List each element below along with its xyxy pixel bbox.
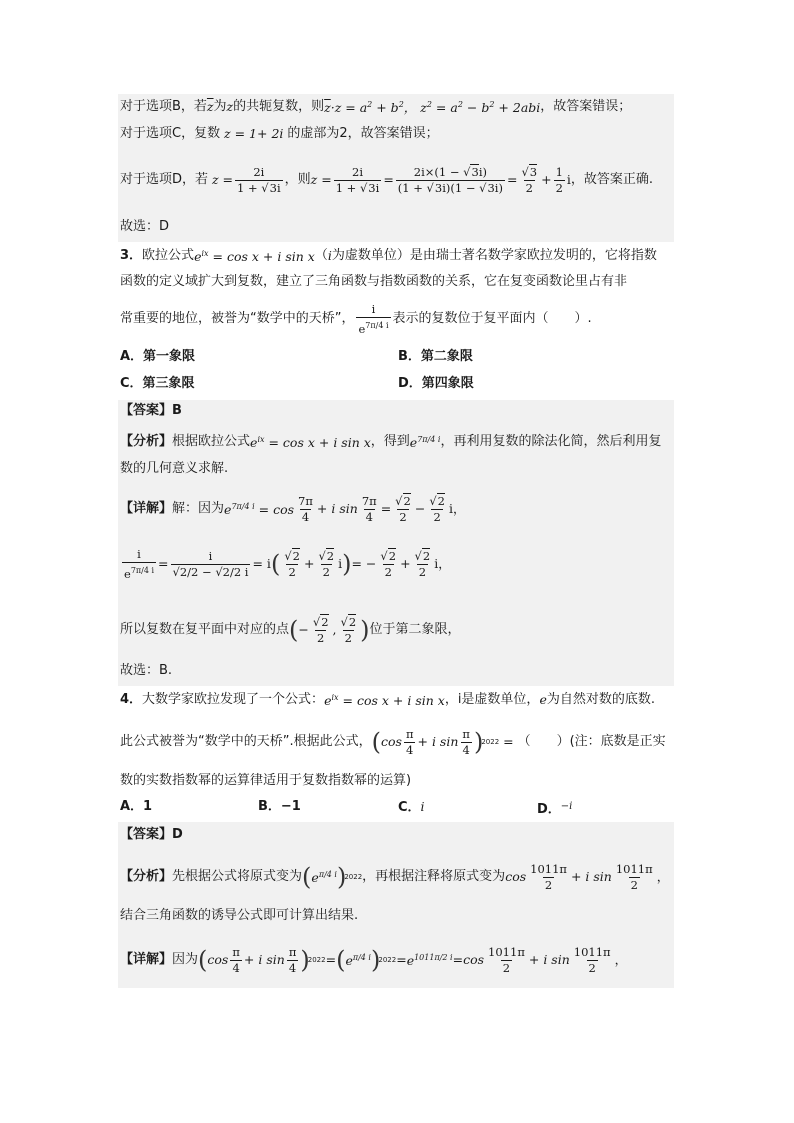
q3-detail-line-2: $\frac{i}{e^{7\pi/4 i}}$ = $\frac{i}{√2/2 - √2/2 i}$ = i ( √2 2 + $\frac{√2}{2}$ i ) = − $\frac{√2}{2}$ + $\frac{√2}{2}$ i， <box>124 546 451 581</box>
question-number: 3． <box>120 247 143 263</box>
question-number: 4． <box>120 691 143 707</box>
q3-conclusion: 所以复数在复平面中对应的点 ( − $\frac{√2}{2}$ , √2 2 ) 位于第二象限， <box>120 614 461 645</box>
q4-line-3: 数的实数指数幂的运算律适用于复数指数幂的运算) <box>120 773 412 788</box>
q3-detail-line-1: 【详解】 解：因为 $e^{7\pi/4 i} = \cos$ 7π 4 + i sin $\frac{7\pi}{4}$ = $\frac{√2}{2}$ − $\frac{√2}{2}$ i， <box>120 493 466 524</box>
q3-analysis-line-1: 【分析】 根据欧拉公式 $e^{ix} = \cos x + i$ sin x ，得到 $e^{7\pi/4 i}$ ，再利用复数的除法化简，然后利用复 <box>120 433 662 451</box>
q3-analysis-line-2: 数的几何意义求解. <box>120 461 229 476</box>
q4-option-a[interactable]: A．1 <box>120 799 153 814</box>
q3-option-a[interactable]: A．第一象限 <box>120 349 196 364</box>
q3-option-d[interactable]: D．第四象限 <box>398 376 474 391</box>
q4-analysis-line-2: 结合三角函数的诱导公式即可计算出结果. <box>120 908 359 923</box>
option-d-explanation: 对于选项D，若 z = $\frac{2i}{1 + √3i}$ ，则 z = $\frac{2i}{1 + √3i}$ = $\frac{2i\times(1 - √3i)}{(1 + √3i)(1 - √3i)}$ = $\frac{√3}{2}$ + $\frac{1}{2}$ i ，故答案正确. <box>120 164 654 195</box>
q4-option-b[interactable]: B．−1 <box>258 799 301 814</box>
q4-option-c[interactable]: C．i <box>398 799 425 815</box>
q3-option-c[interactable]: C．第三象限 <box>120 376 195 391</box>
q4-line-2: 此公式被誉为“数学中的天桥”.根据此公式， ( cos π 4 + i sin π 4 ) 2022 = （ ）(注：底数是正实 <box>120 726 666 757</box>
text: 对于选项B，若 <box>120 98 207 114</box>
q3-answer: 【答案】 B <box>120 403 182 418</box>
q3-line-1: 3． 欧拉公式 $e^{ix} = \cos x + i$ sin x （ i 为虚数单位）是由瑞士著名数学家欧拉发明的，它将指数 <box>120 247 657 265</box>
q4-analysis-line-1: 【分析】 先根据公式将原式变为 ( $e^{\pi/4 i}$ ) 2022 ，再根据注释将原式变为 cos 1011π 2 + i sin 1011π 2 ， <box>120 861 670 892</box>
q3-line-2: 函数的定义域扩大到复数，建立了三角函数与指数函数的关系，它在复变函数论里占有非 <box>120 274 628 289</box>
q2-choice: 故选：D <box>120 219 170 234</box>
q4-answer: 【答案】 D <box>120 827 183 842</box>
q3-option-b[interactable]: B．第二象限 <box>398 349 473 364</box>
q4-line-1: 4． 大数学家欧拉发现了一个公式： $e^{ix} = \cos x + i$ sin x ，i是虚数单位， e 为自然对数的底数. <box>120 691 655 709</box>
q4-detail-line-1: 【详解】 因为 ( cos π 4 + i sin π 4 ) 2022 = ( $e^{\pi/4 i}$ ) 2022 = $e^{1011\pi/2 i}$ = cos 1011π 2 + i sin 1011π 2 ， <box>120 944 628 975</box>
q4-option-d[interactable]: D．$^{-i}$ <box>537 801 573 817</box>
option-b-explanation: 对于选项B，若 $\overline{z}$ 为 z 的共轭复数，则 $\overline{z}\cdot z = a^2 + b^2$， $z^2 = a^2 - b^2 + 2abi$ ，故答案错误； <box>120 98 632 116</box>
q3-line-3: 常重要的地位，被誉为“数学中的天桥”， i $e^{7\pi/4 i}$ 表示的复数位于复平面内（ ）. <box>120 301 592 336</box>
option-c-explanation: 对于选项C，复数 z = 1+ 2i 的虚部为2，故答案错误； <box>120 126 439 141</box>
q3-choice: 故选：B. <box>120 663 173 678</box>
